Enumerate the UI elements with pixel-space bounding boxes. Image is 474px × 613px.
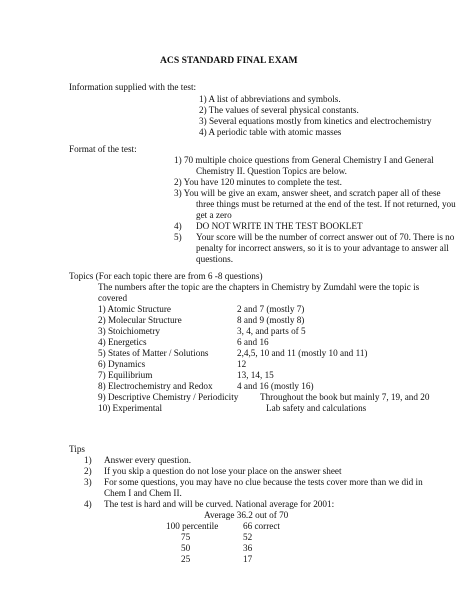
format-line: three things must be returned at the end of the test. If not returned, you (196, 199, 456, 209)
topic-name: 7) Equilibrium (98, 370, 153, 380)
topic-chapters: 8 and 9 (mostly 8) (237, 315, 305, 325)
topic-chapters: 12 (237, 359, 247, 369)
format-line: 3) You will be give an exam, answer sheet, and scratch paper all of these (174, 188, 441, 198)
format-line: questions. (196, 254, 234, 264)
topics-intro: The numbers after the topic are the chapters in Chemistry by Zumdahl were the topic is (98, 282, 420, 292)
topic-name: 5) States of Matter / Solutions (98, 348, 209, 358)
average-line: Average 36.2 out of 70 (204, 510, 289, 520)
topic-name: 1) Atomic Structure (98, 304, 171, 314)
tip-text: Chem I and Chem II. (104, 488, 182, 498)
info-heading: Information supplied with the test: (69, 82, 197, 92)
tip-number: 3) (84, 477, 92, 487)
tip-text: For some questions, you may have no clue because the tests cover more than we did in (104, 477, 423, 487)
tip-number: 4) (84, 499, 92, 509)
topic-chapters: 13, 14, 15 (237, 370, 274, 380)
correct-cell: 52 (243, 532, 253, 542)
info-item: 4) A periodic table with atomic masses (199, 127, 342, 137)
topic-name: 10) Experimental (98, 403, 163, 413)
percentile-cell: 75 (181, 532, 191, 542)
format-line: Chemistry II. Question Topics are below. (196, 166, 347, 176)
tip-text: The test is hard and will be curved. National average for 2001: (104, 499, 335, 509)
topic-name: 2) Molecular Structure (98, 315, 182, 325)
format-line: 2) You have 120 minutes to complete the test. (174, 177, 342, 187)
format-number: 4) (174, 221, 182, 231)
topic-chapters: Lab safety and calculations (266, 403, 367, 413)
topic-chapters: 2,4,5, 10 and 11 (mostly 10 and 11) (237, 348, 368, 358)
info-item: 1) A list of abbreviations and symbols. (199, 94, 341, 104)
correct-cell: 36 (243, 543, 253, 553)
page-title: ACS STANDARD FINAL EXAM (160, 55, 298, 66)
format-line: 1) 70 multiple choice questions from General Chemistry I and General (174, 155, 434, 165)
topic-chapters: Throughout the book but mainly 7, 19, and 20 (260, 392, 430, 402)
tip-number: 2) (84, 466, 92, 476)
tip-number: 1) (84, 455, 92, 465)
correct-cell: 17 (243, 554, 253, 564)
topic-chapters: 3, 4, and parts of 5 (237, 326, 306, 336)
format-line: Your score will be the number of correct answer out of 70. There is no (196, 232, 455, 242)
topic-name: 9) Descriptive Chemistry / Periodicity (98, 392, 239, 402)
tip-text: If you skip a question do not lose your place on the answer sheet (104, 466, 342, 476)
info-item: 2) The values of several physical constants. (199, 105, 359, 115)
format-number: 5) (174, 232, 182, 242)
percentile-cell: 100 percentile (166, 521, 219, 531)
format-line: get a zero (196, 210, 232, 220)
topic-name: 8) Electrochemistry and Redox (98, 381, 213, 391)
percentile-cell: 50 (181, 543, 191, 553)
topic-name: 4) Energetics (98, 337, 147, 347)
format-line: penalty for incorrect answers, so it is to your advantage to answer all (196, 243, 449, 253)
correct-cell: 66 correct (243, 521, 280, 531)
info-item: 3) Several equations mostly from kinetics and electrochemistry (199, 116, 432, 126)
topic-chapters: 6 and 16 (237, 337, 269, 347)
topic-name: 6) Dynamics (98, 359, 146, 369)
tip-text: Answer every question. (104, 455, 192, 465)
topic-chapters: 2 and 7 (mostly 7) (237, 304, 305, 314)
topic-chapters: 4 and 16 (mostly 16) (237, 381, 314, 391)
percentile-cell: 25 (181, 554, 191, 564)
tips-heading: Tips (69, 444, 86, 454)
format-heading: Format of the test: (69, 144, 137, 154)
topics-intro: covered (98, 293, 128, 303)
format-line: DO NOT WRITE IN THE TEST BOOKLET (196, 221, 363, 231)
topic-name: 3) Stoichiometry (98, 326, 161, 336)
topics-heading: Topics (For each topic there are from 6 -8 questions) (69, 271, 263, 281)
